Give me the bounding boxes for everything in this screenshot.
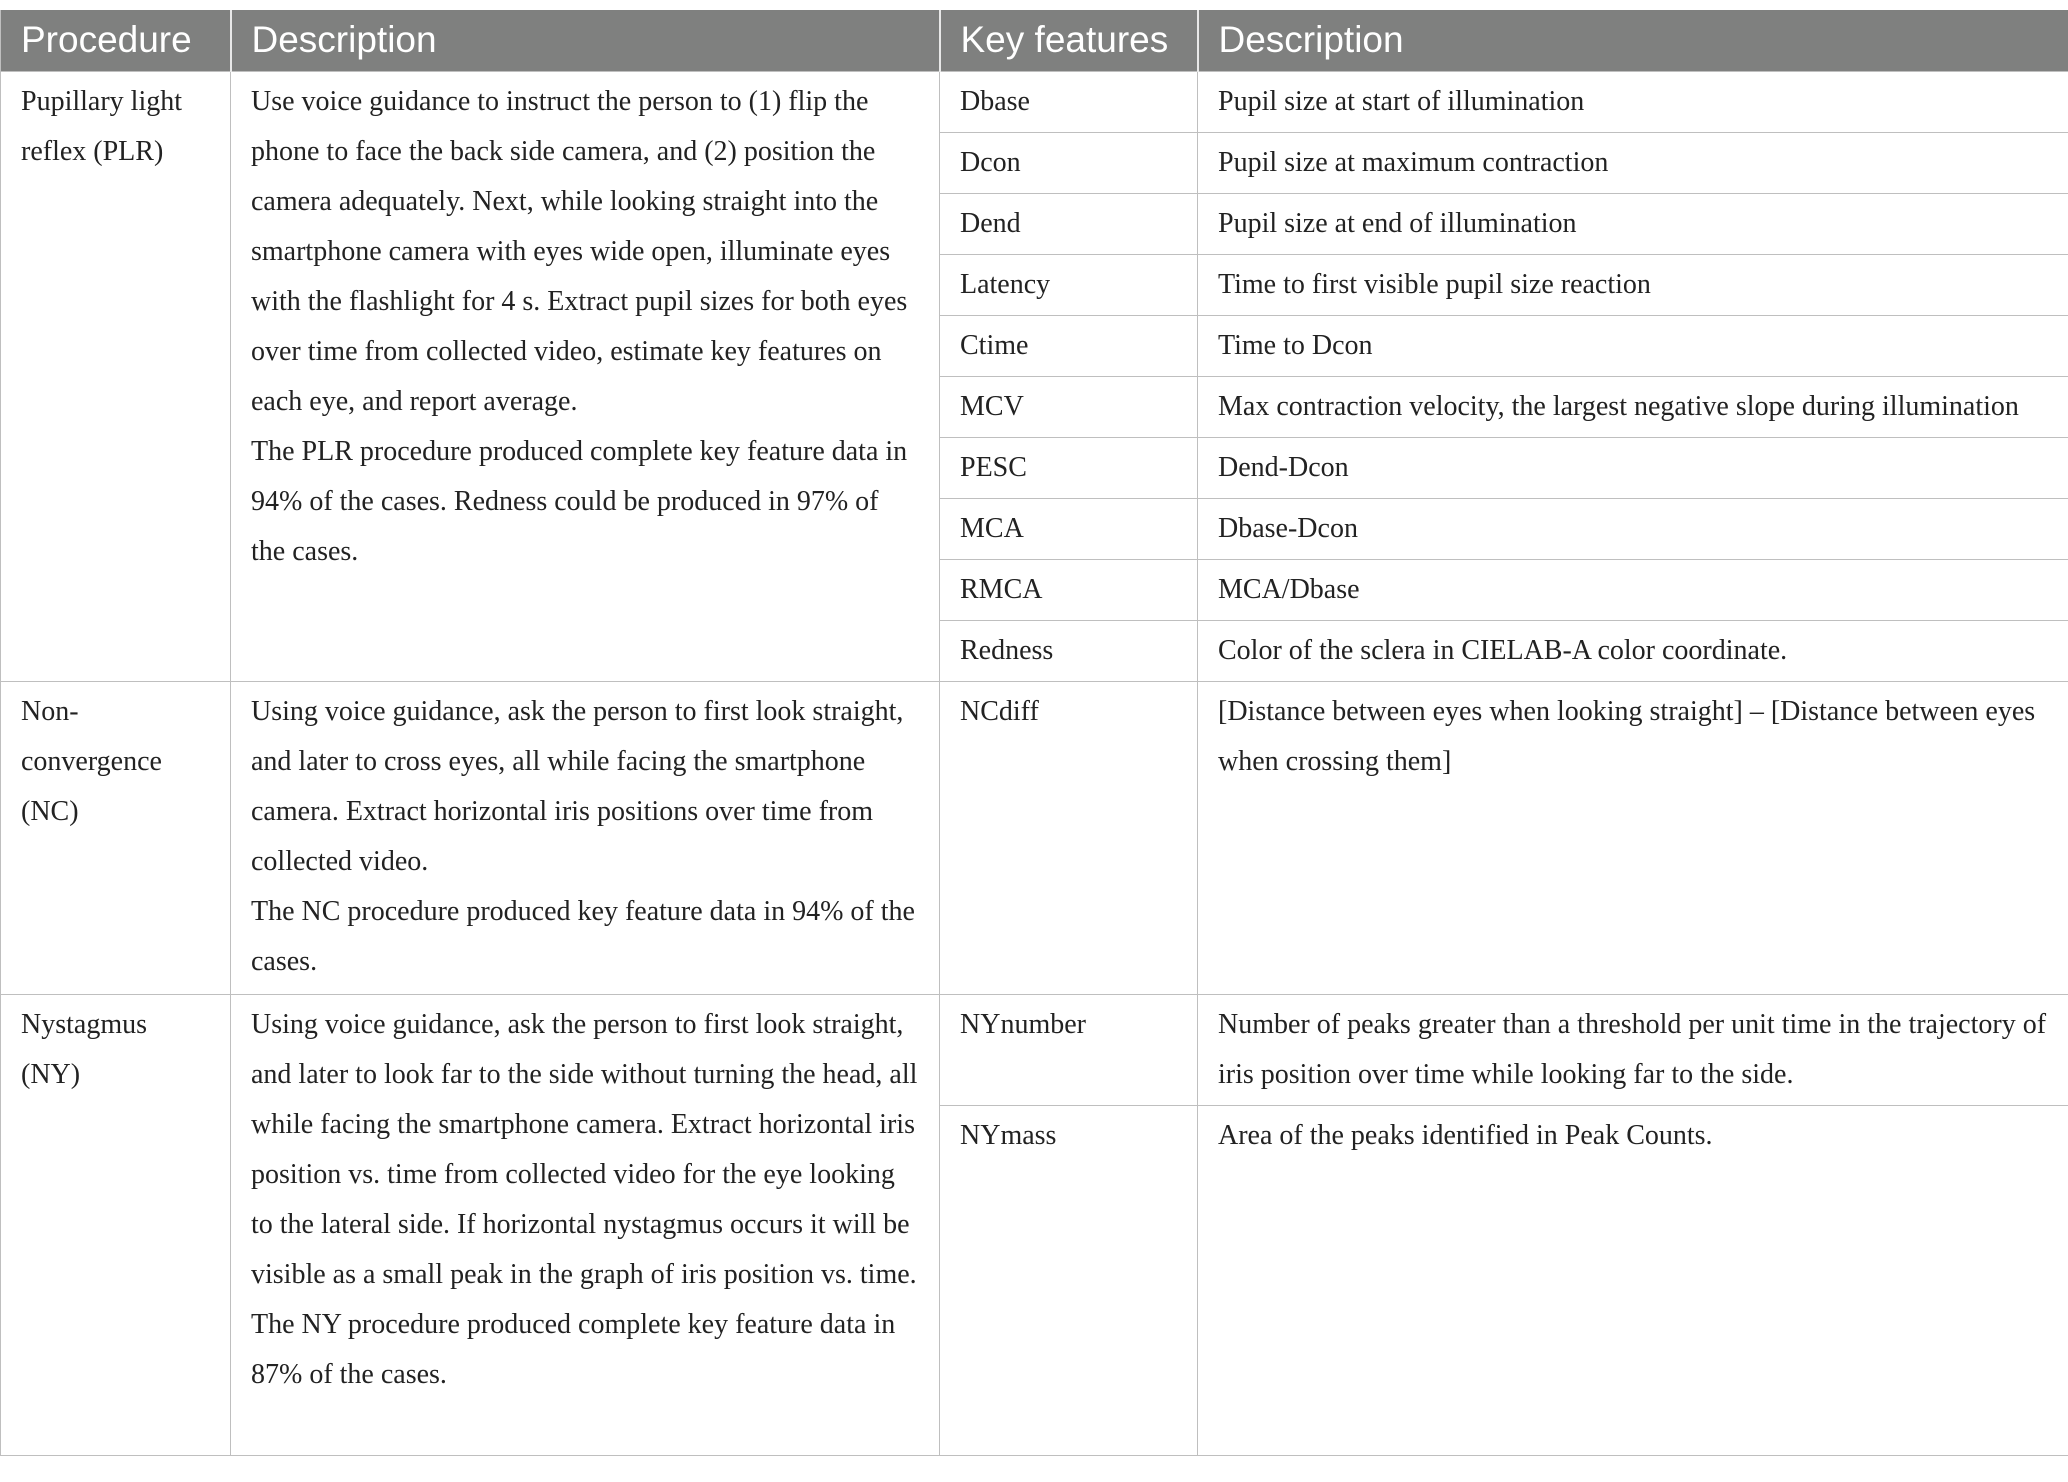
description-nc-p2: The NC procedure produced key feature data in 94% of the cases. [251,895,915,977]
feature-desc: Time to Dcon [1198,315,2068,376]
feature-desc: Pupil size at maximum contraction [1198,132,2068,193]
feature-desc: Color of the sclera in CIELAB-A color coordinate. [1198,620,2068,681]
feature-desc: Pupil size at start of illumination [1198,71,2068,132]
description-ny-p2: The NY procedure produced complete key feature data in 87% of the cases. [251,1308,896,1390]
table-row [1,681,2068,994]
procedure-cell-plr: Pupillary light reflex (PLR) [1,71,231,681]
feature-name: Ctime [940,315,1198,376]
feature-name: NCdiff [940,681,1198,994]
feature-name: MCA [940,498,1198,559]
feature-desc: Pupil size at end of illumination [1198,193,2068,254]
feature-desc: [Distance between eyes when looking straight] – [Distance between eyes when crossing them] [1198,681,2068,994]
description-cell-nc [231,681,940,994]
header-description: Description [231,5,940,71]
feature-desc: Dbase-Dcon [1198,498,2068,559]
table-header-row [1,5,2068,71]
description-plr-p1: Use voice guidance to instruct the person to (1) flip the phone to face the back side camera, and (2) position the camera adequately. Next, while looking straight into the smartphone camera with eyes wide open, illuminate eyes with the flashlight for 4 s. Extract pupil sizes for both eyes over time from collected video, estimate key features on each eye, and report average. [251,85,908,417]
feature-name: Redness [940,620,1198,681]
feature-desc: Area of the peaks identified in Peak Counts. [1198,1105,2068,1455]
feature-name: Dend [940,193,1198,254]
description-cell-ny [231,994,940,1455]
header-procedure: Procedure [1,5,231,71]
description-plr-p2: The PLR procedure produced complete key feature data in 94% of the cases. Redness could be produced in 97% of the cases. [251,435,908,567]
table-row [1,71,2068,132]
feature-desc: Max contraction velocity, the largest negative slope during illumination [1198,376,2068,437]
procedure-cell-ny: Nystagmus (NY) [1,994,231,1455]
description-nc-p1: Using voice guidance, ask the person to first look straight, and later to cross eyes, all while facing the smartphone camera. Extract horizontal iris positions over time from collected video. [251,695,904,877]
header-key-features: Key features [940,5,1198,71]
feature-name: Dcon [940,132,1198,193]
feature-name: MCV [940,376,1198,437]
feature-desc: MCA/Dbase [1198,559,2068,620]
procedure-cell-nc: Non-convergence (NC) [1,681,231,994]
feature-name: Dbase [940,71,1198,132]
feature-name: NYmass [940,1105,1198,1455]
description-cell-plr [231,71,940,681]
feature-name: Latency [940,254,1198,315]
feature-desc: Number of peaks greater than a threshold per unit time in the trajectory of iris position over time while looking far to the side. [1198,994,2068,1105]
feature-name: NYnumber [940,994,1198,1105]
table-row [1,994,2068,1105]
feature-name: PESC [940,437,1198,498]
feature-desc: Dend-Dcon [1198,437,2068,498]
feature-name: RMCA [940,559,1198,620]
header-feature-description: Description [1198,5,2068,71]
feature-desc: Time to first visible pupil size reaction [1198,254,2068,315]
description-ny-p1: Using voice guidance, ask the person to first look straight, and later to look far to the side without turning the head, all while facing the smartphone camera. Extract horizontal iris position vs. time from collected video for the eye looking to the lateral side. If horizontal nystagmus occurs it will be visible as a small peak in the graph of iris position vs. time. [251,1008,918,1290]
